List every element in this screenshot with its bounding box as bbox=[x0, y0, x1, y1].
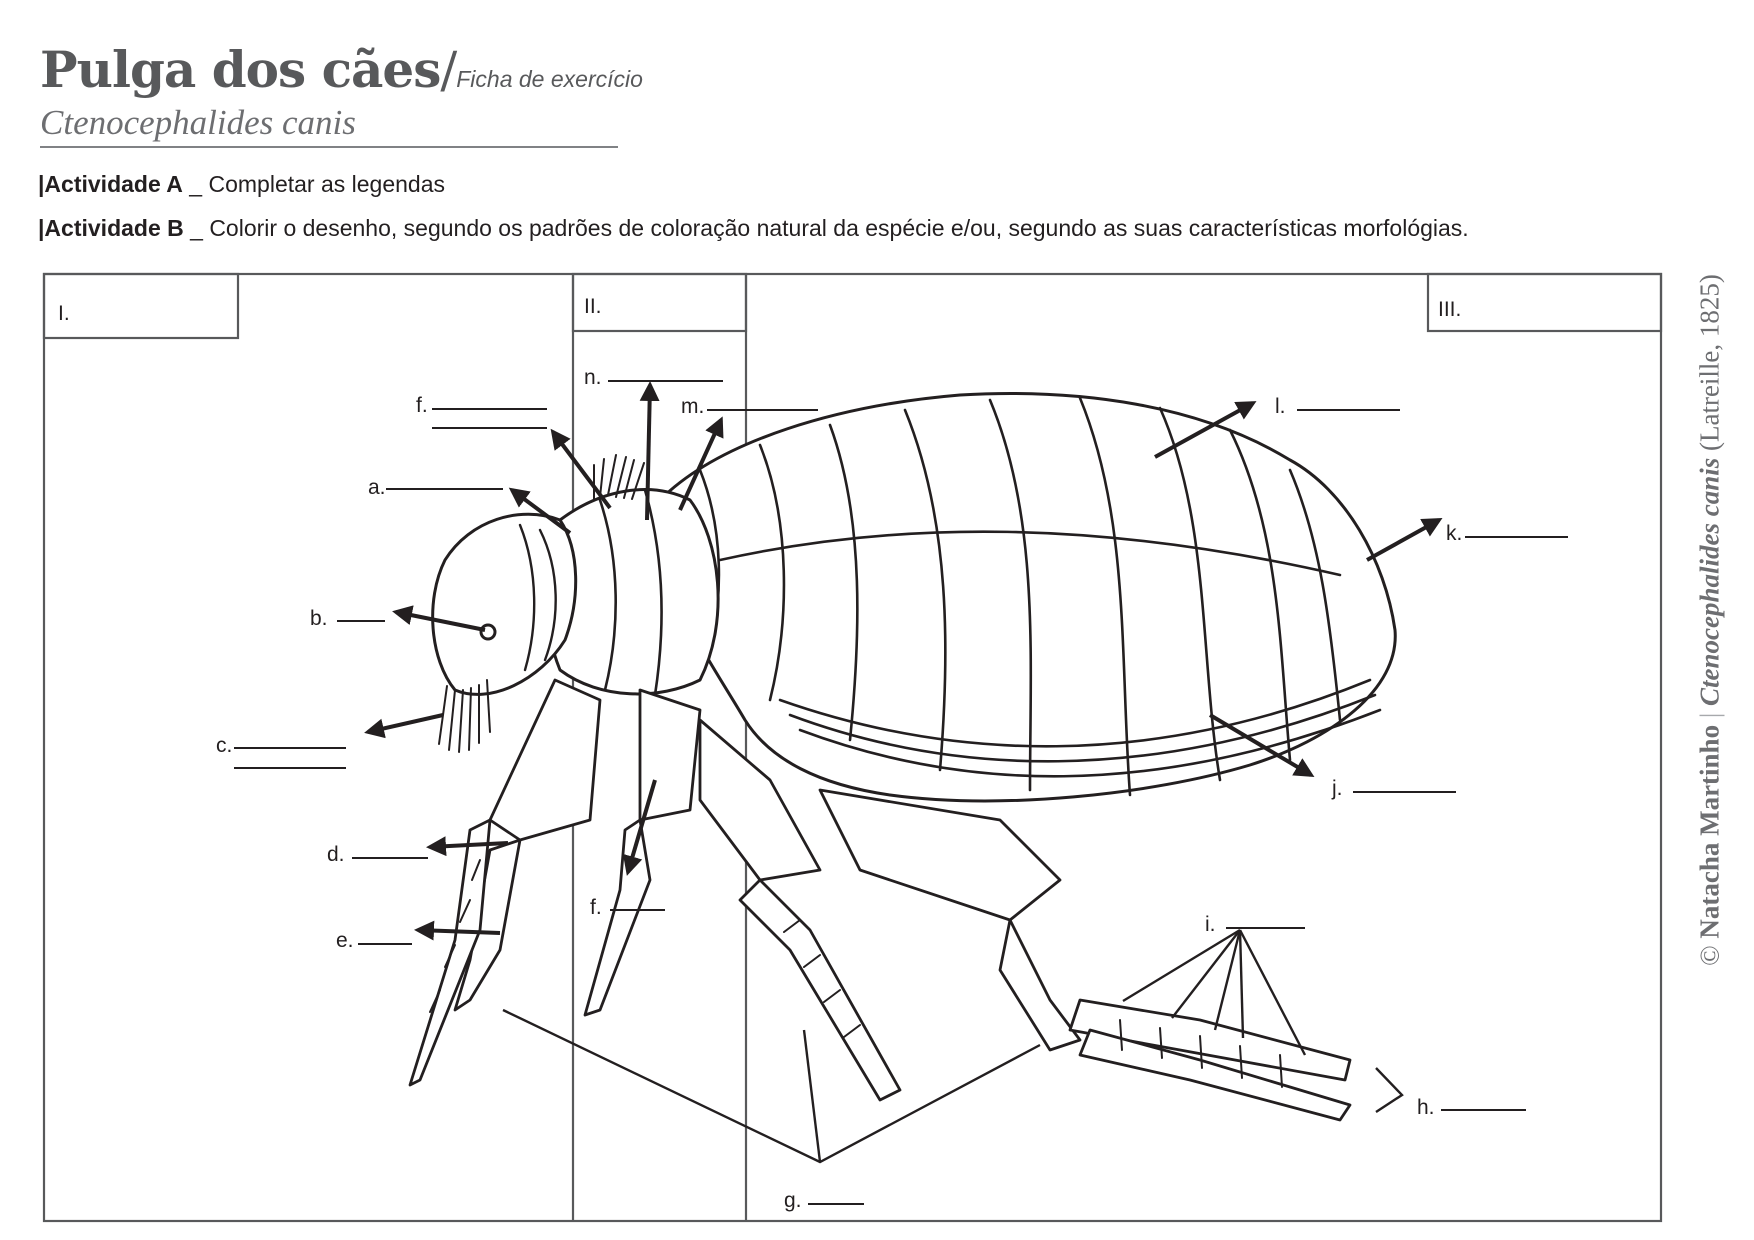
label-l: l. bbox=[1275, 395, 1286, 418]
flea-illustration bbox=[410, 394, 1395, 1120]
title-slash: / bbox=[440, 41, 457, 99]
front-leg bbox=[490, 680, 600, 840]
copyright-species: Ctenocephalides canis bbox=[1694, 457, 1725, 707]
label-b: b. bbox=[310, 607, 328, 630]
section-label-1: I. bbox=[58, 302, 70, 325]
hind-leg bbox=[820, 790, 1060, 920]
activity-b-text: _ Colorir o desenho, segundo os padrões de coloração natural da espécie e/ou, segundo as suas características morfológias. bbox=[183, 215, 1469, 241]
section-box-1 bbox=[44, 274, 238, 338]
copyright-citation: (Latreille, 1825) bbox=[1694, 274, 1725, 452]
leader-h bbox=[1376, 1068, 1402, 1112]
copyright-author: Natacha Martinho bbox=[1694, 724, 1725, 939]
section-label-2: II. bbox=[584, 295, 602, 318]
arrow-c bbox=[368, 715, 443, 732]
arrow-d bbox=[430, 843, 508, 847]
leader-g-1 bbox=[503, 1010, 1040, 1162]
copyright-symbol: © bbox=[1694, 945, 1725, 966]
label-d: d. bbox=[327, 843, 345, 866]
label-a: a. bbox=[368, 476, 386, 499]
flea-head bbox=[433, 514, 576, 694]
leader-g-2 bbox=[804, 1030, 820, 1162]
leader-i-4 bbox=[1240, 930, 1243, 1038]
label-c: c. bbox=[216, 734, 233, 757]
species-name: Ctenocephalides canis bbox=[40, 103, 356, 142]
label-f-bottom: f. bbox=[590, 896, 602, 919]
flea-abdomen bbox=[659, 394, 1395, 801]
label-k: k. bbox=[1446, 522, 1463, 545]
label-g: g. bbox=[784, 1189, 802, 1212]
label-e: e. bbox=[336, 929, 354, 952]
copyright-separator: | bbox=[1694, 712, 1725, 719]
title-subtitle: Ficha de exercício bbox=[456, 66, 643, 92]
leader-i-1 bbox=[1123, 930, 1240, 1001]
section-label-3: III. bbox=[1438, 298, 1462, 321]
activity-a-text: _ Completar as legendas bbox=[182, 171, 446, 197]
label-m: m. bbox=[681, 395, 705, 418]
activity-b-prefix: |Actividade B bbox=[38, 215, 184, 241]
title-main: Pulga dos cães bbox=[40, 40, 441, 99]
arrow-k bbox=[1367, 520, 1439, 560]
label-j: j. bbox=[1332, 777, 1343, 800]
label-f-top: f. bbox=[416, 394, 428, 417]
activity-a-prefix: |Actividade A bbox=[38, 171, 183, 197]
label-h: h. bbox=[1417, 1096, 1435, 1119]
label-i: i. bbox=[1205, 913, 1216, 936]
arrow-f-top bbox=[553, 432, 610, 508]
label-n: n. bbox=[584, 366, 602, 389]
flea-eye bbox=[481, 625, 495, 639]
section-box-3 bbox=[1428, 274, 1661, 331]
